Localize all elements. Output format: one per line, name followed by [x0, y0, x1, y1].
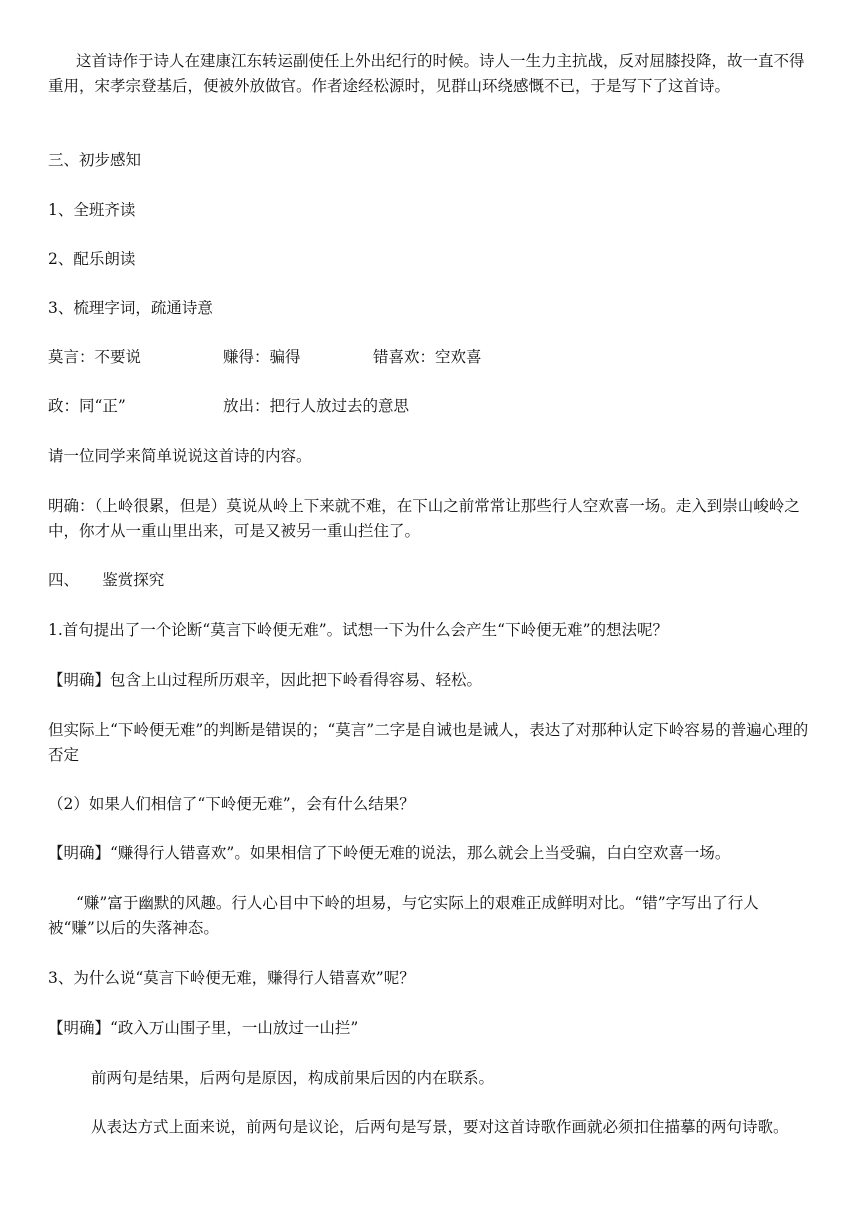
question-3: 3、为什么说“莫言下岭便无难，赚得行人错喜欢”呢？: [48, 969, 415, 987]
answer-3: 【明确】“政入万山围子里，一山放过一山拦”: [48, 1019, 359, 1037]
answer-3-continued-1: 前两句是结果，后两句是原因，构成前果后因的内在联系。: [91, 1069, 495, 1087]
vocab-fangchu: 放出：把行人放过去的意思: [223, 397, 410, 415]
vocab-zheng: 政：同“正”: [48, 397, 126, 415]
step-1: 1、全班齐读: [48, 201, 136, 219]
answer-3-continued-2: 从表达方式上面来说，前两句是议论，后两句是写景，要对这首诗歌作画就必须扣住描摹的两句诗歌。: [91, 1118, 789, 1136]
step-3: 3、梳理字词，疏通诗意: [48, 299, 213, 317]
answer-2: 【明确】“赚得行人错喜欢”。如果相信了下岭便无难的说法，那么就会上当受骗，白白空欢喜一场。: [48, 844, 731, 862]
question-1: 1.首句提出了一个论断“莫言下岭便无难”。试想一下为什么会产生“下岭便无难”的想法呢？: [48, 621, 668, 639]
answer-1: 【明确】包含上山过程所历艰辛，因此把下岭看得容易、轻松。: [48, 671, 483, 689]
vocab-moyan: 莫言：不要说: [48, 348, 142, 366]
question-2: （2）如果人们相信了“下岭便无难”，会有什么结果？: [48, 795, 415, 813]
vocab-cuoxihuan: 错喜欢：空欢喜: [373, 348, 482, 366]
intro-paragraph: 这首诗作于诗人在建康江东转运副使任上外出纪行的时候。诗人一生力主抗战，反对屈膝投降，故一直不得重用，宋孝宗登基后，便被外放做官。作者途经松源时，见群山环绕感慨不已，于是写下了这首诗。: [48, 52, 805, 95]
clarify-content: 明确：（上岭很累，但是）莫说从岭上下来就不难，在下山之前常常让那些行人空欢喜一场。走入到崇山峻岭之中，你才从一重山里出来，可是又被另一重山拦住了。: [48, 497, 800, 540]
step-2: 2、配乐朗读: [48, 250, 136, 268]
answer-2-continued: “赚”富于幽默的风趣。行人心目中下岭的坦易，与它实际上的艰难正成鲜明对比。“错”字写出了行人被“赚”以后的失落神态。: [48, 894, 759, 937]
answer-1-continued: 但实际上“下岭便无难”的判断是错误的；“莫言”二字是自诫也是诫人，表达了对那种认定下岭容易的普遍心理的否定: [48, 721, 809, 764]
vocab-zhuande: 赚得：骗得: [223, 348, 301, 366]
ask-content: 请一位同学来简单说说这首诗的内容。: [48, 447, 312, 465]
section-3-heading: 三、初步感知: [48, 151, 142, 169]
section-4-heading: 四、 鉴赏探究: [48, 571, 165, 589]
